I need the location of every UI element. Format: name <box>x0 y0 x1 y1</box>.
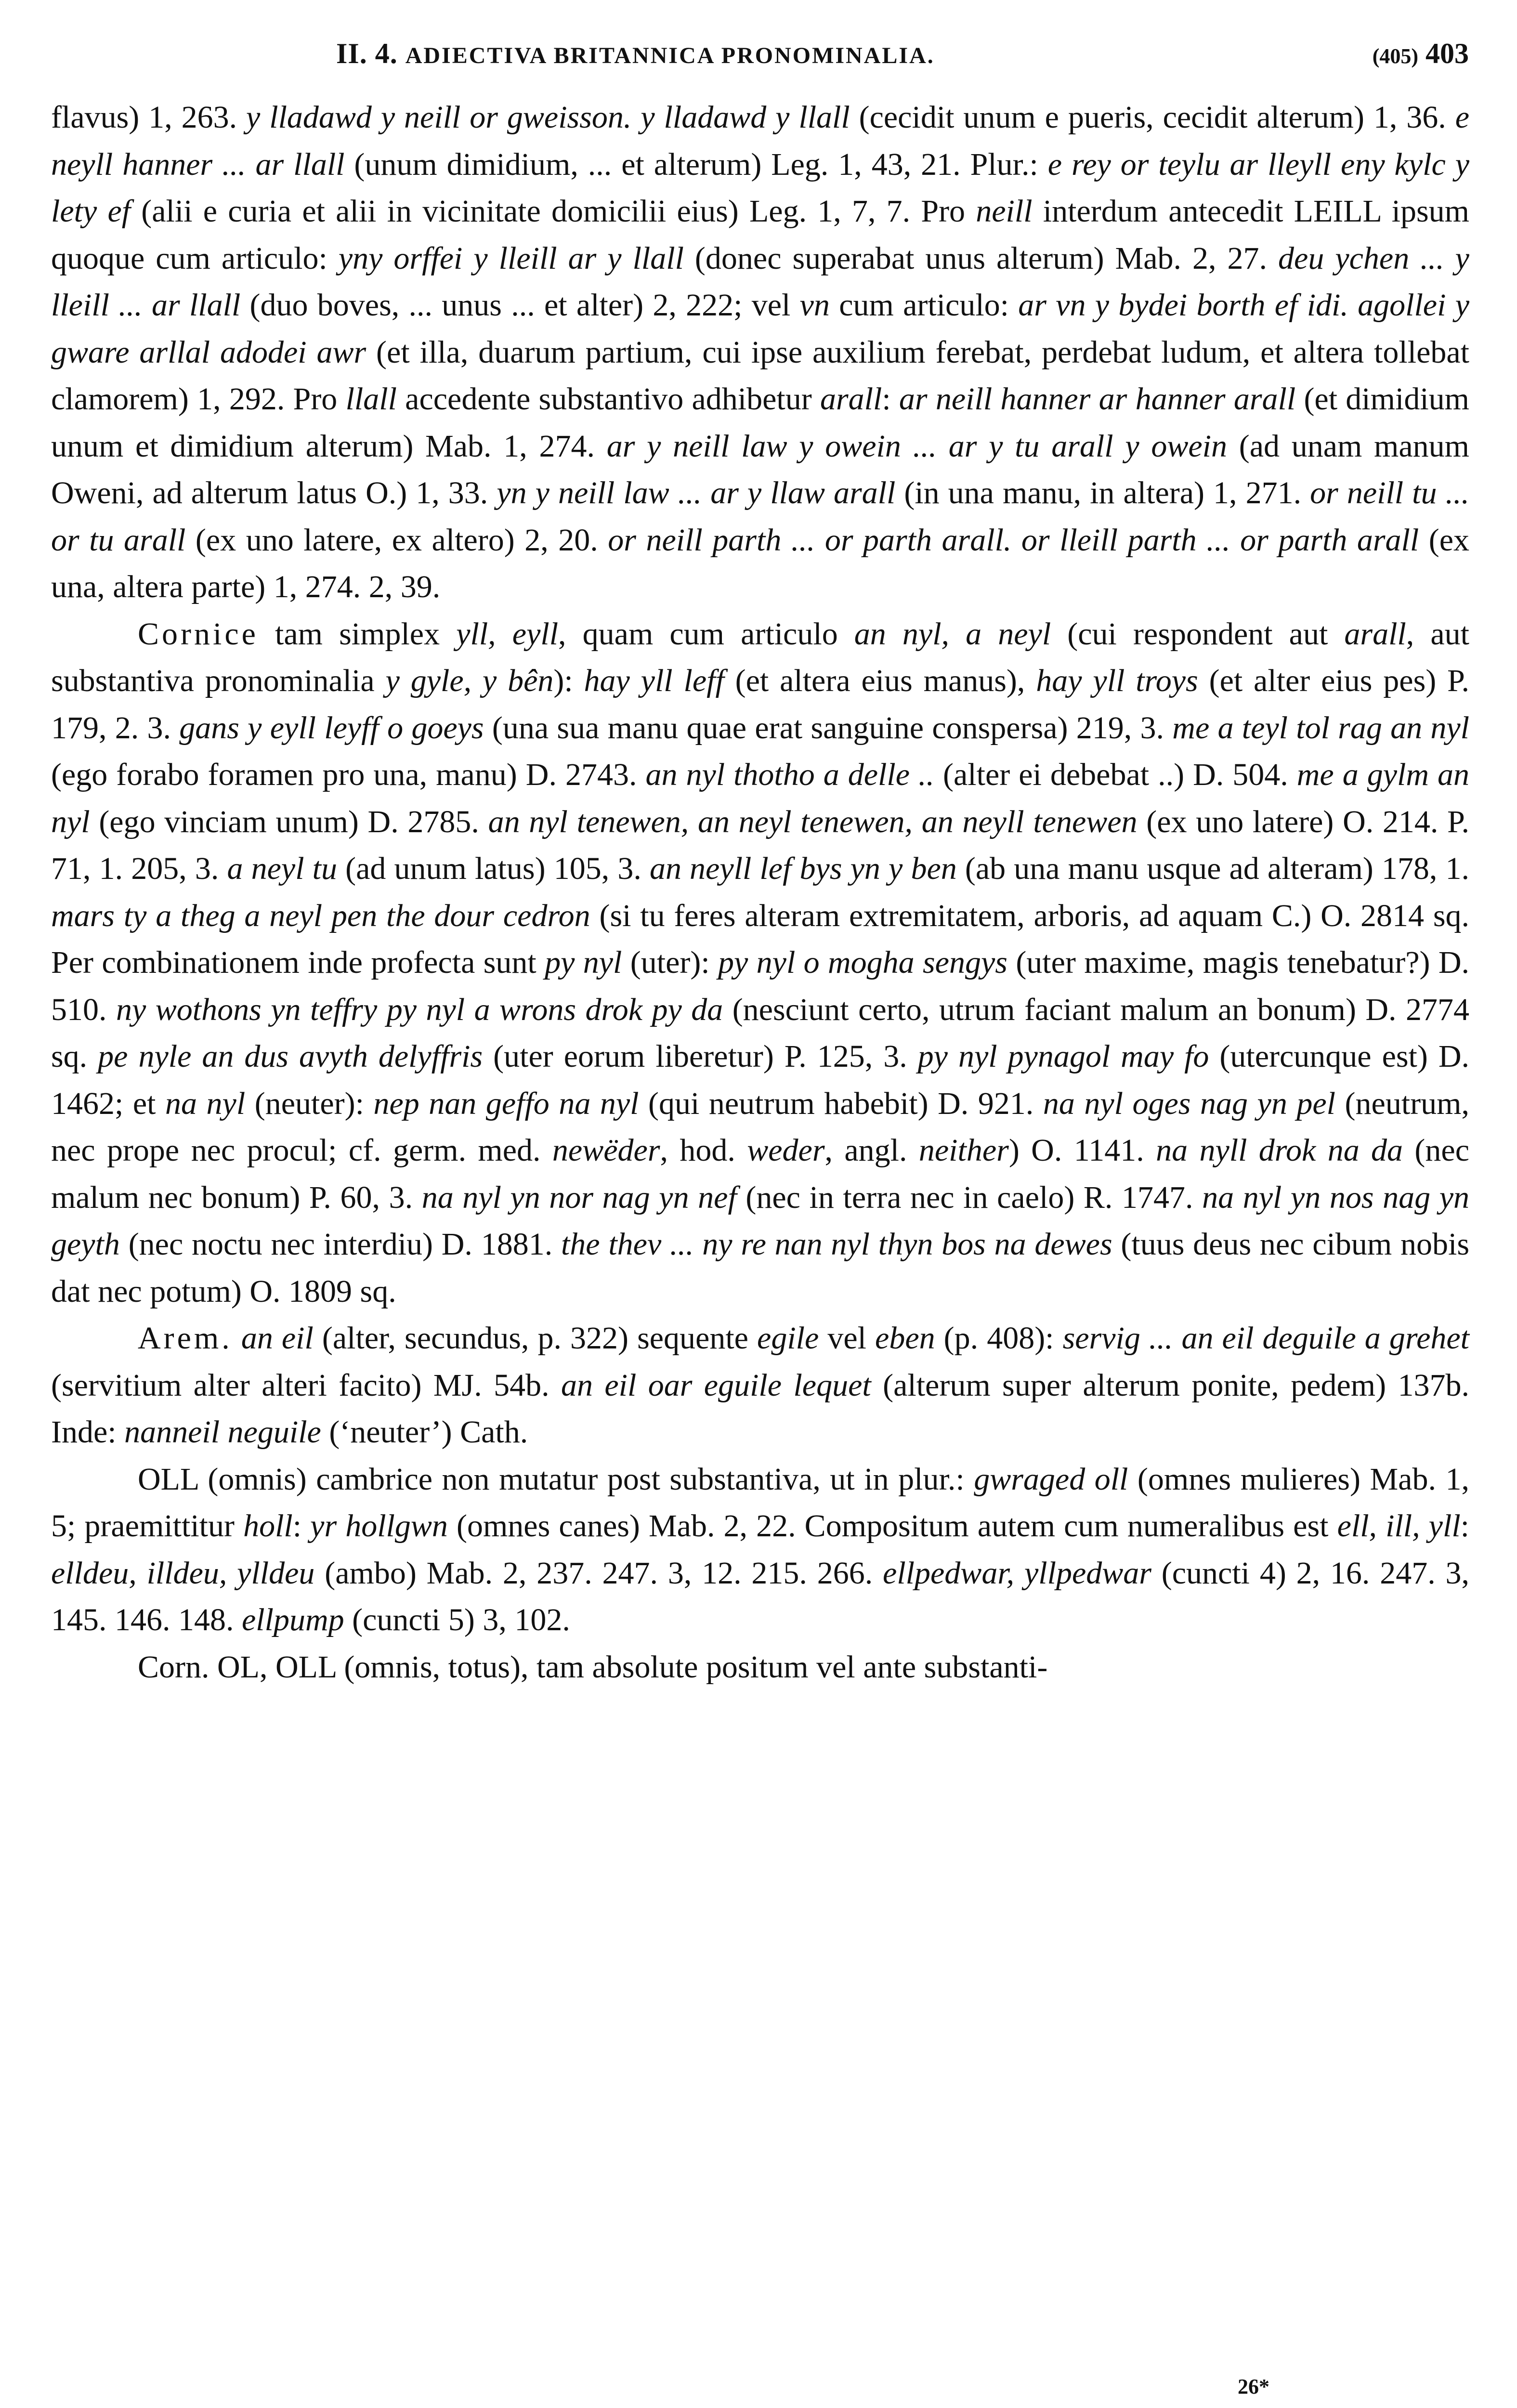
body-text <box>51 94 1469 1690</box>
signature-mark: 26* <box>1238 2375 1269 2398</box>
paragraph-arem: Arem. an eil (alter, secundus, p. 322) sequente egile vel eben (p. 408): servig ... an eil deguile a grehet (servitium alter alteri facito) MJ. 54b. an eil oar eguile lequet (alterum super alterum ponite, pedem) 137b. Inde: nanneil neguile (‘neuter’) Cath. <box>51 1321 1470 1450</box>
paragraph-corn-oll: Corn. OL, OLL (omnis, totus), tam absolute positum vel ante substanti- <box>138 1649 1048 1685</box>
paragraph-continuation: flavus) 1, 263. y lladawd y neill or gweisson. y lladawd y llall (cecidit unum e pueris, cecidit alterum) 1, 36. e neyll hanner ... ar llall (unum dimidium, ... et alterum) Leg. 1, 43, 21. Plur.: e rey or teylu ar lleyll eny kylc y lety ef (alii e curia et alii in vicinitate domicilii eius) Leg. 1, 7, 7. Pro neill interdum antecedit LEILL ipsum quoque cum articulo: yny orffei y lleill ar y llall (donec superabat unus alterum) Mab. 2, 27. deu ychen ... y lleill ... ar llall (duo boves, ... unus ... et alter) 2, 222; vel vn cum articulo: ar vn y bydei borth ef idi. agollei y gware arllal adodei awr (et illa, duarum partium, cui ipse auxilium ferebat, perdebat ludum, et altera tollebat clamorem) 1, 292. Pro llall accedente substantivo adhibetur arall: ar neill hanner ar hanner arall (et dimidium unum et dimidium alterum) Mab. 1, 274. ar y neill law y owein ... ar y tu arall y owein (ad unam manum Oweni, ad alterum latus O.) 1, 33. yn y neill law ... ar y llaw arall (in una manu, in altera) 1, 271. or neill tu ... or tu arall (ex uno latere, ex altero) 2, 20. or neill parth ... or parth arall. or lleill parth ... or parth arall (ex una, altera parte) 1, 274. 2, 39. <box>51 100 1470 604</box>
paragraph-oll: OLL (omnis) cambrice non mutatur post substantiva, ut in plur.: gwraged oll (omnes mulieres) Mab. 1, 5; praemittitur holl: yr hollgwn (omnes canes) Mab. 2, 22. Compositum autem cum numeralibus est ell, ill, yll: elldeu, illdeu, ylldeu (ambo) Mab. 2, 237. 247. 3, 12. 215. 266. ellpedwar, yllpedwar (cuncti 4) 2, 16. 247. 3, 145. 146. 148. ellpump (cuncti 5) 3, 102. <box>51 1461 1470 1637</box>
bracketed-page-number: (405) <box>1372 44 1418 68</box>
header-title-line <box>336 37 935 70</box>
header-title: ADIECTIVA BRITANNICA PRONOMINALIA. <box>405 43 935 68</box>
paragraph-cornice: Cornice tam simplex yll, eyll, quam cum articulo an nyl, a neyl (cui respondent aut arall, aut substantiva pronominalia y gyle, y bên): hay yll leff (et altera eius manus), hay yll troys (et alter eius pes) P. 179, 2. 3. gans y eyll leyff o goeys (una sua manu quae erat sanguine conspersa) 219, 3. me a teyl tol rag an nyl (ego forabo foramen pro una, manu) D. 2743. an nyl thotho a delle .. (alter ei debebat ..) D. 504. me a gylm an nyl (ego vinciam unum) D. 2785. an nyl tenewen, an neyl tenewen, an neyll tenewen (ex uno latere) O. 214. P. 71, 1. 205, 3. a neyl tu (ad unum latus) 105, 3. an neyll lef bys yn y ben (ab una manu usque ad alteram) 178, 1. mars ty a theg a neyl pen the dour cedron (si tu feres alteram extremitatem, arboris, ad aquam C.) O. 2814 sq. Per combinationem inde profecta sunt py nyl (uter): py nyl o mogha sengys (uter maxime, magis tenebatur?) D. 510. ny wothons yn teffry py nyl a wrons drok py da (nesciunt certo, utrum faciant malum an bonum) D. 2774 sq. pe nyle an dus avyth delyffris (uter eorum liberetur) P. 125, 3. py nyl pynagol may fo (utercunque est) D. 1462; et na nyl (neuter): nep nan geffo na nyl (qui neutrum habebit) D. 921. na nyl oges nag yn pel (neutrum, nec prope nec procul; cf. germ. med. newëder, hod. weder, angl. neither) O. 1141. na nyll drok na da (nec malum nec bonum) P. 60, 3. na nyl yn nor nag yn nef (nec in terra nec in caelo) R. 1747. na nyl yn nos nag yn geyth (nec noctu nec interdiu) D. 1881. the thev ... ny re nan nyl thyn bos na dewes (tuus deus nec cibum nobis dat nec potum) O. 1809 sq. <box>51 616 1470 1309</box>
page-number: 403 <box>1425 38 1469 69</box>
header-page-numbers <box>1373 37 1469 70</box>
section-number: II. 4. <box>336 38 398 69</box>
running-header <box>53 26 1469 84</box>
